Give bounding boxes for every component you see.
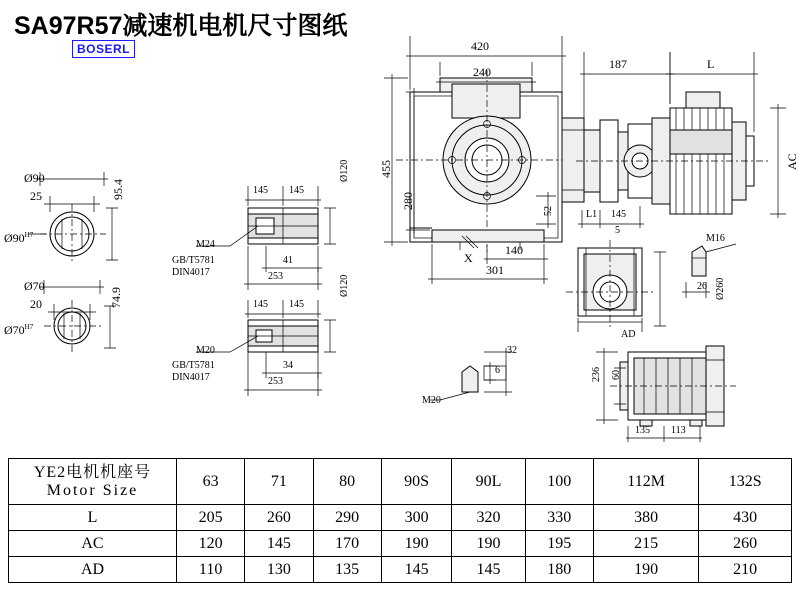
dim-shaft1-145b: 145 — [289, 185, 304, 196]
motor-flange-detail — [566, 240, 666, 332]
table-cell: 145 — [452, 557, 525, 583]
dim-187: 187 — [609, 57, 627, 71]
table-cell: 320 — [452, 505, 525, 531]
dim-shaft1-145a: 145 — [253, 185, 268, 196]
dim-420: 420 — [471, 39, 489, 53]
dim-253-a: 253 — [268, 271, 283, 282]
table-cell: 80 — [313, 459, 381, 505]
table-header-label-cn: YE2电机机座号 — [33, 463, 152, 481]
m16-bolt-detail — [682, 244, 736, 298]
dim-60: 60 — [611, 370, 622, 380]
dim-95-4: 95.4 — [111, 179, 125, 200]
dim-L1: L1 — [586, 209, 598, 220]
dim-280: 280 — [401, 192, 415, 210]
table-cell: 300 — [381, 505, 452, 531]
table-header-label — [9, 459, 177, 505]
table-cell: 145 — [381, 557, 452, 583]
dim-301: 301 — [486, 263, 504, 277]
table-row-label: AD — [9, 557, 177, 583]
shaft-end-view-70 — [40, 280, 116, 352]
table-cell: 380 — [593, 505, 699, 531]
dim-20: 20 — [30, 297, 42, 311]
dim-shaft2-145b: 145 — [289, 299, 304, 310]
table-cell: 215 — [593, 531, 699, 557]
table-cell: 132S — [699, 459, 792, 505]
dim-41: 41 — [283, 255, 293, 266]
dim-6: 6 — [495, 365, 500, 376]
table-row — [9, 557, 792, 583]
table-row-label: AC — [9, 531, 177, 557]
dim-240: 240 — [473, 65, 491, 79]
table-header-label-en: Motor Size — [46, 481, 139, 499]
table-cell: 260 — [699, 531, 792, 557]
dim-74-9: 74.9 — [109, 287, 123, 308]
dim-253-b: 253 — [268, 376, 283, 387]
gearbox-main-view — [396, 70, 584, 252]
table-cell: 130 — [245, 557, 313, 583]
table-row — [9, 505, 792, 531]
table-cell: 145 — [245, 531, 313, 557]
table-cell: 190 — [452, 531, 525, 557]
table-row-label: L — [9, 505, 177, 531]
table-cell: 260 — [245, 505, 313, 531]
dim-shaft2-145a: 145 — [253, 299, 268, 310]
table-cell: 190 — [593, 557, 699, 583]
table-row — [9, 531, 792, 557]
dim-455: 455 — [379, 160, 393, 178]
dim-236: 236 — [591, 367, 602, 382]
dim-d70-h7: $Ø70^{H7}$ — [4, 323, 34, 337]
table-cell: 110 — [177, 557, 245, 583]
dim-25: 25 — [30, 189, 42, 203]
table-cell: 205 — [177, 505, 245, 531]
table-cell: 120 — [177, 531, 245, 557]
dim-m24: M24 — [196, 239, 215, 250]
dim-d260: Ø260 — [715, 277, 726, 300]
dim-m20-left: M20 — [196, 345, 215, 356]
motor-assembly-view — [576, 92, 770, 214]
dim-L-top: L — [707, 57, 715, 71]
dim-140: 140 — [505, 243, 523, 257]
table-cell: 90L — [452, 459, 525, 505]
dim-X: X — [464, 251, 473, 265]
dim-52: 52 — [543, 206, 554, 216]
dim-shaft2-d120: Ø120 — [339, 274, 350, 297]
table-cell: 195 — [525, 531, 593, 557]
dim-gbt5781-1: GB/T5781 — [172, 255, 215, 266]
dim-AC: AC — [785, 153, 799, 170]
table-cell: 190 — [381, 531, 452, 557]
table-cell: 330 — [525, 505, 593, 531]
table-cell: 63 — [177, 459, 245, 505]
table-cell: 71 — [245, 459, 313, 505]
table-cell: 170 — [313, 531, 381, 557]
shaft-end-view-90 — [28, 172, 118, 264]
table-row-header — [9, 459, 792, 505]
dim-34: 34 — [283, 360, 293, 371]
dim-AD: AD — [621, 329, 636, 340]
table-cell: 100 — [525, 459, 593, 505]
dim-gbt5781-2: GB/T5781 — [172, 360, 215, 371]
page-title: SA97R57减速机电机尺寸图纸 — [14, 12, 348, 40]
dim-din4017-2: DIN4017 — [172, 372, 210, 383]
dim-shaft1-d120: Ø120 — [339, 159, 350, 182]
table-cell: 90S — [381, 459, 452, 505]
dim-m20-bot: M20 — [422, 395, 441, 406]
dim-d90-top: Ø90 — [24, 171, 45, 185]
motor-size-table — [8, 458, 792, 583]
brand-logo: BOSERL — [72, 40, 135, 58]
dim-32: 32 — [507, 345, 517, 356]
table-cell: 430 — [699, 505, 792, 531]
dim-113: 113 — [671, 425, 686, 436]
dim-5: 5 — [615, 225, 620, 236]
table-cell: 180 — [525, 557, 593, 583]
dim-135: 135 — [635, 425, 650, 436]
dim-m16: M16 — [706, 233, 725, 244]
table-cell: 112M — [593, 459, 699, 505]
shaft-side-view-1 — [196, 186, 336, 290]
dim-d70-top: Ø70 — [24, 279, 45, 293]
dim-din4017-1: DIN4017 — [172, 267, 210, 278]
shaft-side-view-2 — [196, 300, 336, 396]
table-cell: 210 — [699, 557, 792, 583]
dim-26: 26 — [697, 281, 707, 292]
motor-end-view — [596, 346, 736, 442]
dim-d90-h7: $Ø90^{H7}$ — [4, 231, 34, 245]
table-cell: 290 — [313, 505, 381, 531]
table-cell: 135 — [313, 557, 381, 583]
dim-145-c: 145 — [611, 209, 626, 220]
